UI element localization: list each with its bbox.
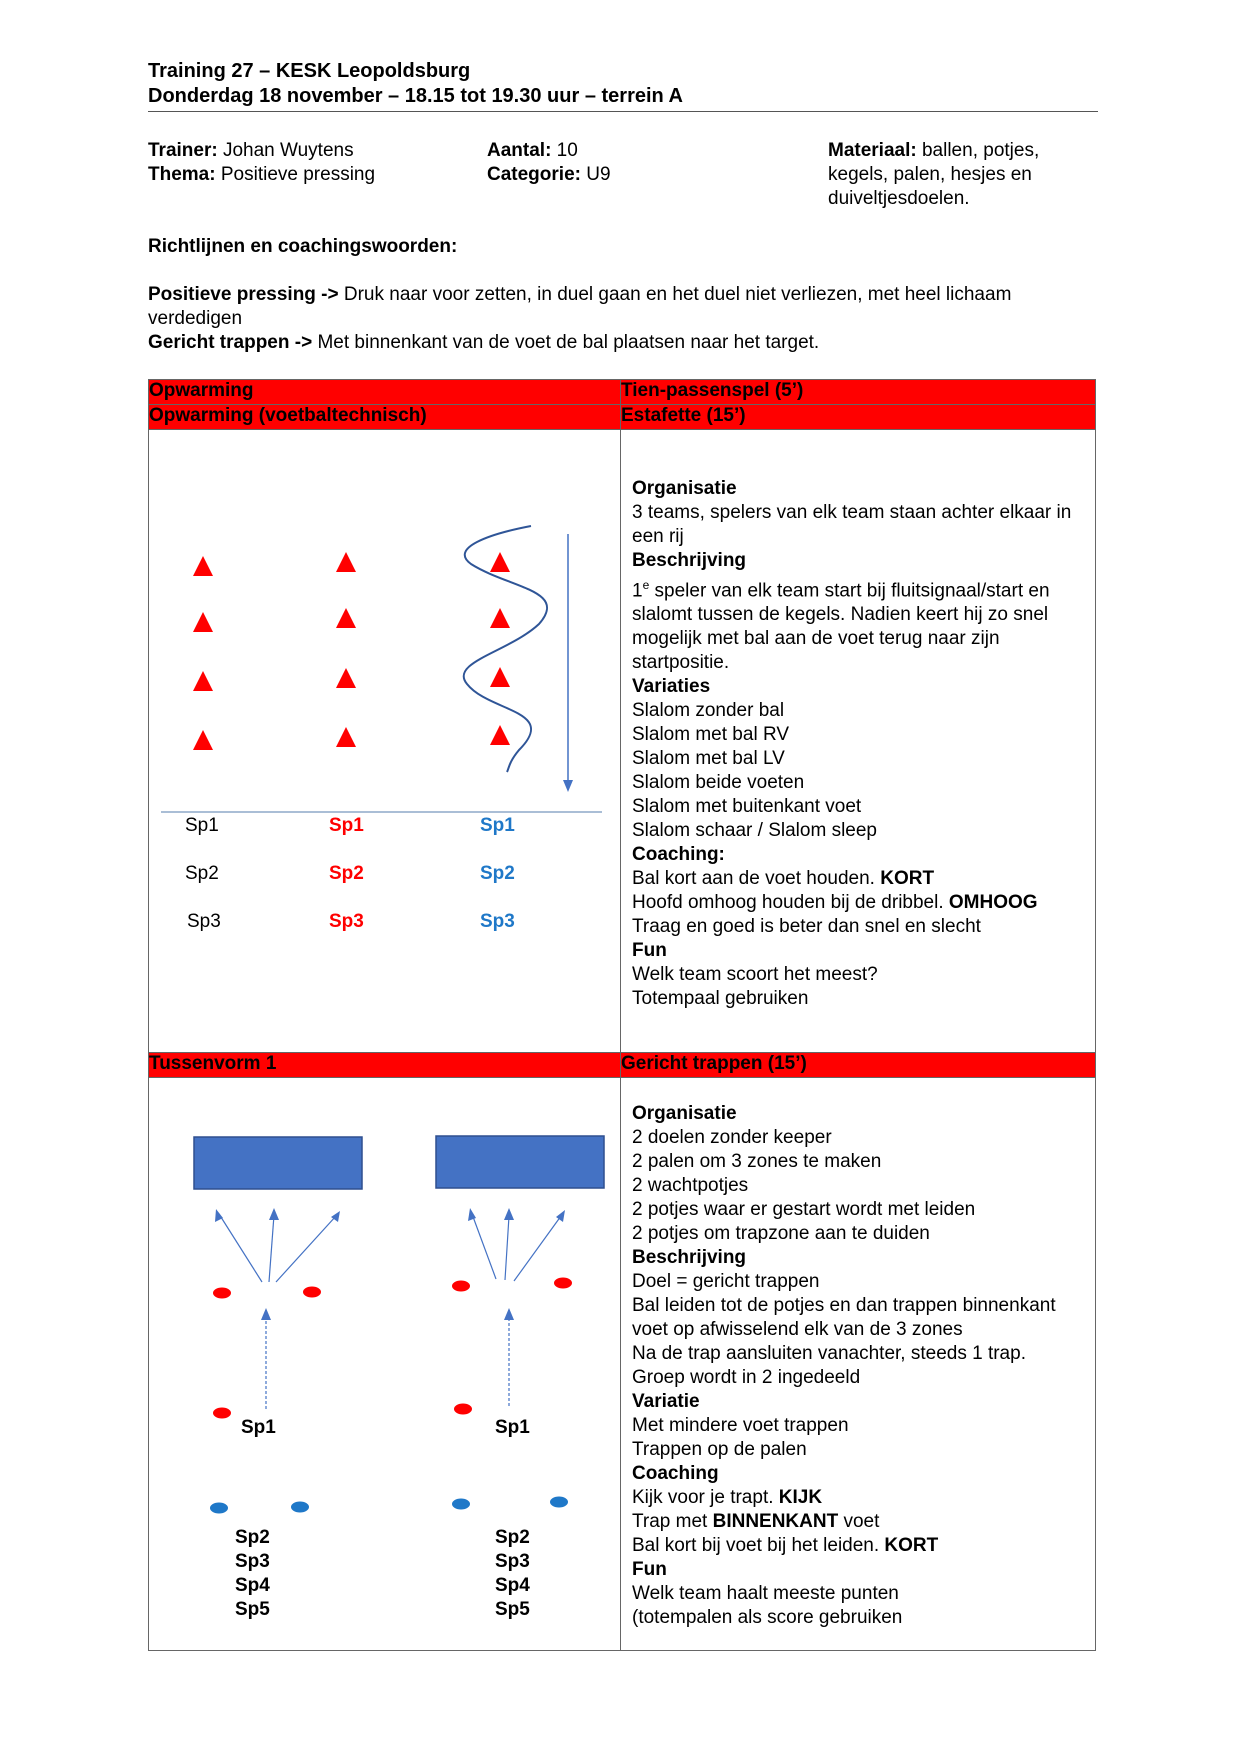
cone-icon bbox=[193, 612, 213, 632]
fun-item: Welk team scoort het meest? bbox=[632, 964, 878, 986]
header-divider bbox=[148, 111, 1098, 112]
trainer-line bbox=[148, 139, 375, 163]
shot-arrow bbox=[514, 1216, 561, 1281]
beschrijving-number: 1 bbox=[632, 580, 643, 602]
arrow-head-icon bbox=[504, 1308, 514, 1320]
queue-player: Sp4 bbox=[495, 1575, 530, 1596]
aantal-label: Aantal: bbox=[487, 140, 552, 161]
red-pot-icon bbox=[454, 1404, 472, 1415]
right-queue bbox=[495, 1526, 530, 1622]
section1-row bbox=[149, 430, 1096, 1053]
row-tussenvorm bbox=[149, 1053, 1096, 1078]
fun-heading: Fun bbox=[632, 1559, 667, 1580]
variatie-item: Met mindere voet trappen bbox=[632, 1415, 849, 1436]
guideline-1-label: Positieve pressing -> bbox=[148, 284, 339, 305]
organisatie-item: 2 wachtpotjes bbox=[632, 1175, 749, 1196]
shot-arrow bbox=[472, 1214, 496, 1279]
coaching-item bbox=[632, 1510, 1085, 1534]
blue-pot-icon bbox=[550, 1497, 568, 1508]
categorie-label: Categorie: bbox=[487, 164, 581, 185]
right-start-player: Sp1 bbox=[495, 1417, 530, 1438]
row-opwarming bbox=[149, 380, 1096, 405]
red-pot-icon bbox=[213, 1408, 231, 1419]
organisatie-item: 2 doelen zonder keeper bbox=[632, 1127, 832, 1148]
row2-left: Opwarming (voetbaltechnisch) bbox=[149, 405, 621, 430]
blue-pot-icon bbox=[452, 1499, 470, 1510]
red-pot-icon bbox=[554, 1278, 572, 1289]
coaching-item: Traag en goed is beter dan snel en slecht bbox=[632, 916, 981, 938]
team1-player: Sp2 bbox=[185, 863, 219, 884]
materiaal-line-1 bbox=[828, 139, 1039, 163]
row-opwarming-technisch bbox=[149, 405, 1096, 430]
aantal-value: 10 bbox=[551, 140, 578, 161]
cone-icon bbox=[336, 552, 356, 572]
coaching-keyword: KORT bbox=[880, 868, 935, 890]
queue-player: Sp5 bbox=[495, 1599, 530, 1620]
shot-arrow bbox=[505, 1216, 509, 1280]
coaching-item bbox=[632, 891, 1085, 915]
fun-item: Totempaal gebruiken bbox=[632, 988, 809, 1010]
section2-row bbox=[149, 1078, 1096, 1651]
slalom-diagram bbox=[149, 430, 621, 1052]
cone-icon bbox=[336, 727, 356, 747]
team3-player: Sp1 bbox=[480, 815, 515, 836]
cone-icon bbox=[490, 667, 510, 687]
materiaal-value-1: ballen, potjes, bbox=[916, 140, 1040, 161]
guidelines-heading: Richtlijnen en coachingswoorden: bbox=[148, 236, 458, 257]
goal-icon bbox=[194, 1137, 362, 1189]
beschrijving-heading: Beschrijving bbox=[632, 1247, 747, 1268]
beschrijving-sup: e bbox=[642, 578, 650, 592]
beschrijving-item: Bal leiden tot de potjes en dan trappen binnenkant voet op afwisselend elk van de 3 zones bbox=[632, 1295, 1056, 1340]
variatie-item: Slalom met bal LV bbox=[632, 748, 785, 770]
section2-diagram-cell bbox=[149, 1078, 621, 1651]
trainer-value: Johan Wuytens bbox=[217, 140, 354, 161]
shot-arrow bbox=[269, 1215, 274, 1282]
shot-arrow bbox=[276, 1216, 336, 1282]
beschrijving-item: Na de trap aansluiten vanachter, steeds 1 trap. bbox=[632, 1343, 1026, 1364]
red-pot-icon bbox=[303, 1287, 321, 1298]
row3-left: Tussenvorm 1 bbox=[149, 1053, 621, 1078]
variaties-heading: Variaties bbox=[632, 676, 711, 698]
coaching-text: voet bbox=[838, 1511, 880, 1532]
materiaal-line-2: kegels, palen, hesjes en bbox=[828, 164, 1032, 185]
title-line-1: Training 27 – KESK Leopoldsburg bbox=[148, 60, 471, 82]
arrow-head-icon bbox=[215, 1209, 223, 1222]
variatie-item: Slalom beide voeten bbox=[632, 772, 805, 794]
queue-player: Sp3 bbox=[495, 1551, 530, 1572]
coaching-item bbox=[632, 1534, 1085, 1558]
materiaal-label: Materiaal: bbox=[828, 140, 917, 161]
team2-player: Sp2 bbox=[329, 863, 364, 884]
variatie-heading: Variatie bbox=[632, 1391, 700, 1412]
coaching-heading: Coaching bbox=[632, 1463, 719, 1484]
coaching-text: Bal kort aan de voet houden. bbox=[632, 868, 881, 890]
red-pot-icon bbox=[452, 1281, 470, 1292]
thema-value: Positieve pressing bbox=[215, 164, 376, 185]
guideline-positieve-pressing bbox=[148, 283, 1048, 331]
arrow-head-icon bbox=[468, 1208, 476, 1221]
variatie-item: Slalom zonder bal bbox=[632, 700, 785, 722]
goal-icon bbox=[436, 1136, 604, 1188]
team3-player: Sp3 bbox=[480, 911, 515, 932]
arrow-head-icon bbox=[261, 1308, 271, 1320]
blue-pot-icon bbox=[210, 1503, 228, 1514]
coaching-keyword: BINNENKANT bbox=[712, 1511, 839, 1532]
team2-player: Sp1 bbox=[329, 815, 364, 836]
categorie-line bbox=[487, 163, 611, 187]
section1-text-cell bbox=[621, 430, 1096, 1053]
cone-icon bbox=[193, 556, 213, 576]
team1-player: Sp3 bbox=[187, 911, 221, 932]
queue-player: Sp2 bbox=[495, 1527, 530, 1548]
cone-icon bbox=[193, 671, 213, 691]
fun-item: (totempalen als score gebruiken bbox=[632, 1607, 903, 1628]
organisatie-item: 2 palen om 3 zones te maken bbox=[632, 1151, 882, 1172]
coaching-text: Kijk voor je trapt. bbox=[632, 1487, 779, 1508]
row2-right: Estafette (15’) bbox=[621, 405, 1096, 430]
team1-player: Sp1 bbox=[185, 815, 219, 836]
organisatie-text: 3 teams, spelers van elk team staan achter elkaar in een rij bbox=[632, 502, 1072, 547]
fun-heading: Fun bbox=[632, 940, 667, 962]
section2-text-cell bbox=[621, 1078, 1096, 1651]
guideline-1-text: Druk naar voor zetten, in duel gaan en het duel niet verliezen, met heel lichaam verdedigen bbox=[148, 284, 1012, 329]
beschrijving-body: speler van elk team start bij fluitsignaal/start en slalomt tussen de kegels. Nadien keert hij zo snel mogelijk met bal aan de voet terug naar zijn startpositie. bbox=[632, 580, 1050, 674]
aantal-line bbox=[487, 139, 611, 163]
queue-player: Sp3 bbox=[235, 1551, 270, 1572]
left-start-player: Sp1 bbox=[241, 1417, 276, 1438]
thema-line bbox=[148, 163, 375, 187]
row3-right: Gericht trappen (15’) bbox=[621, 1053, 1096, 1078]
cone-icon bbox=[336, 608, 356, 628]
meta-right bbox=[828, 139, 1039, 211]
organisatie-heading: Organisatie bbox=[632, 478, 737, 499]
organisatie-heading: Organisatie bbox=[632, 1103, 737, 1124]
coaching-keyword: KIJK bbox=[778, 1487, 823, 1508]
team3-player: Sp2 bbox=[480, 863, 515, 884]
coaching-item bbox=[632, 867, 1085, 891]
variatie-item: Slalom schaar / Slalom sleep bbox=[632, 820, 877, 842]
queue-player: Sp5 bbox=[235, 1599, 270, 1620]
categorie-value: U9 bbox=[580, 164, 611, 185]
guideline-gericht-trappen bbox=[148, 331, 1078, 355]
beschrijving-item: Groep wordt in 2 ingedeeld bbox=[632, 1367, 861, 1388]
section1-diagram-cell bbox=[149, 430, 621, 1053]
red-pot-icon bbox=[213, 1288, 231, 1299]
materiaal-line-3: duiveltjesdoelen. bbox=[828, 188, 970, 209]
guideline-2-label: Gericht trappen -> bbox=[148, 332, 313, 353]
coaching-text: Trap met bbox=[632, 1511, 713, 1532]
shooting-diagram bbox=[149, 1078, 621, 1650]
variatie-item: Slalom met bal RV bbox=[632, 724, 789, 746]
left-queue bbox=[235, 1526, 270, 1622]
coaching-text: Bal kort bij voet bij het leiden. bbox=[632, 1535, 885, 1556]
organisatie-item: 2 potjes om trapzone aan te duiden bbox=[632, 1223, 930, 1244]
trainer-label: Trainer: bbox=[148, 140, 218, 161]
beschrijving-heading: Beschrijving bbox=[632, 550, 747, 571]
team2-player: Sp3 bbox=[329, 911, 364, 932]
shot-arrow bbox=[219, 1214, 262, 1282]
organisatie-item: 2 potjes waar er gestart wordt met leiden bbox=[632, 1199, 976, 1220]
queue-player: Sp2 bbox=[235, 1527, 270, 1548]
coaching-text: Hoofd omhoog houden bij de dribbel. bbox=[632, 892, 949, 914]
cone-icon bbox=[490, 608, 510, 628]
coaching-keyword: KORT bbox=[884, 1535, 939, 1556]
title-line-2: Donderdag 18 november – 18.15 tot 19.30 uur – terrein A bbox=[148, 85, 683, 107]
arrow-head-icon bbox=[504, 1208, 514, 1220]
blue-pot-icon bbox=[291, 1502, 309, 1513]
row1-right: Tien-passenspel (5’) bbox=[621, 380, 1096, 405]
cone-icon bbox=[490, 725, 510, 745]
meta-left bbox=[148, 139, 375, 187]
cone-icon bbox=[193, 730, 213, 750]
training-table bbox=[148, 379, 1096, 1651]
beschrijving-item: Doel = gericht trappen bbox=[632, 1271, 820, 1292]
meta-middle bbox=[487, 139, 611, 187]
row1-left: Opwarming bbox=[149, 380, 621, 405]
cone-icon bbox=[336, 668, 356, 688]
variatie-item: Trappen op de palen bbox=[632, 1439, 807, 1460]
page-title bbox=[148, 59, 683, 109]
guideline-2-text: Met binnenkant van de voet de bal plaatsen naar het target. bbox=[312, 332, 820, 353]
coaching-heading: Coaching: bbox=[632, 844, 725, 866]
coaching-keyword: OMHOOG bbox=[948, 892, 1038, 914]
arrow-head-icon bbox=[269, 1208, 279, 1220]
beschrijving-text bbox=[632, 573, 1085, 675]
queue-player: Sp4 bbox=[235, 1575, 270, 1596]
fun-item: Welk team haalt meeste punten bbox=[632, 1583, 899, 1604]
coaching-item bbox=[632, 1486, 1085, 1510]
arrow-head-icon bbox=[563, 780, 573, 792]
thema-label: Thema: bbox=[148, 164, 216, 185]
cone-icon bbox=[490, 552, 510, 572]
variatie-item: Slalom met buitenkant voet bbox=[632, 796, 862, 818]
